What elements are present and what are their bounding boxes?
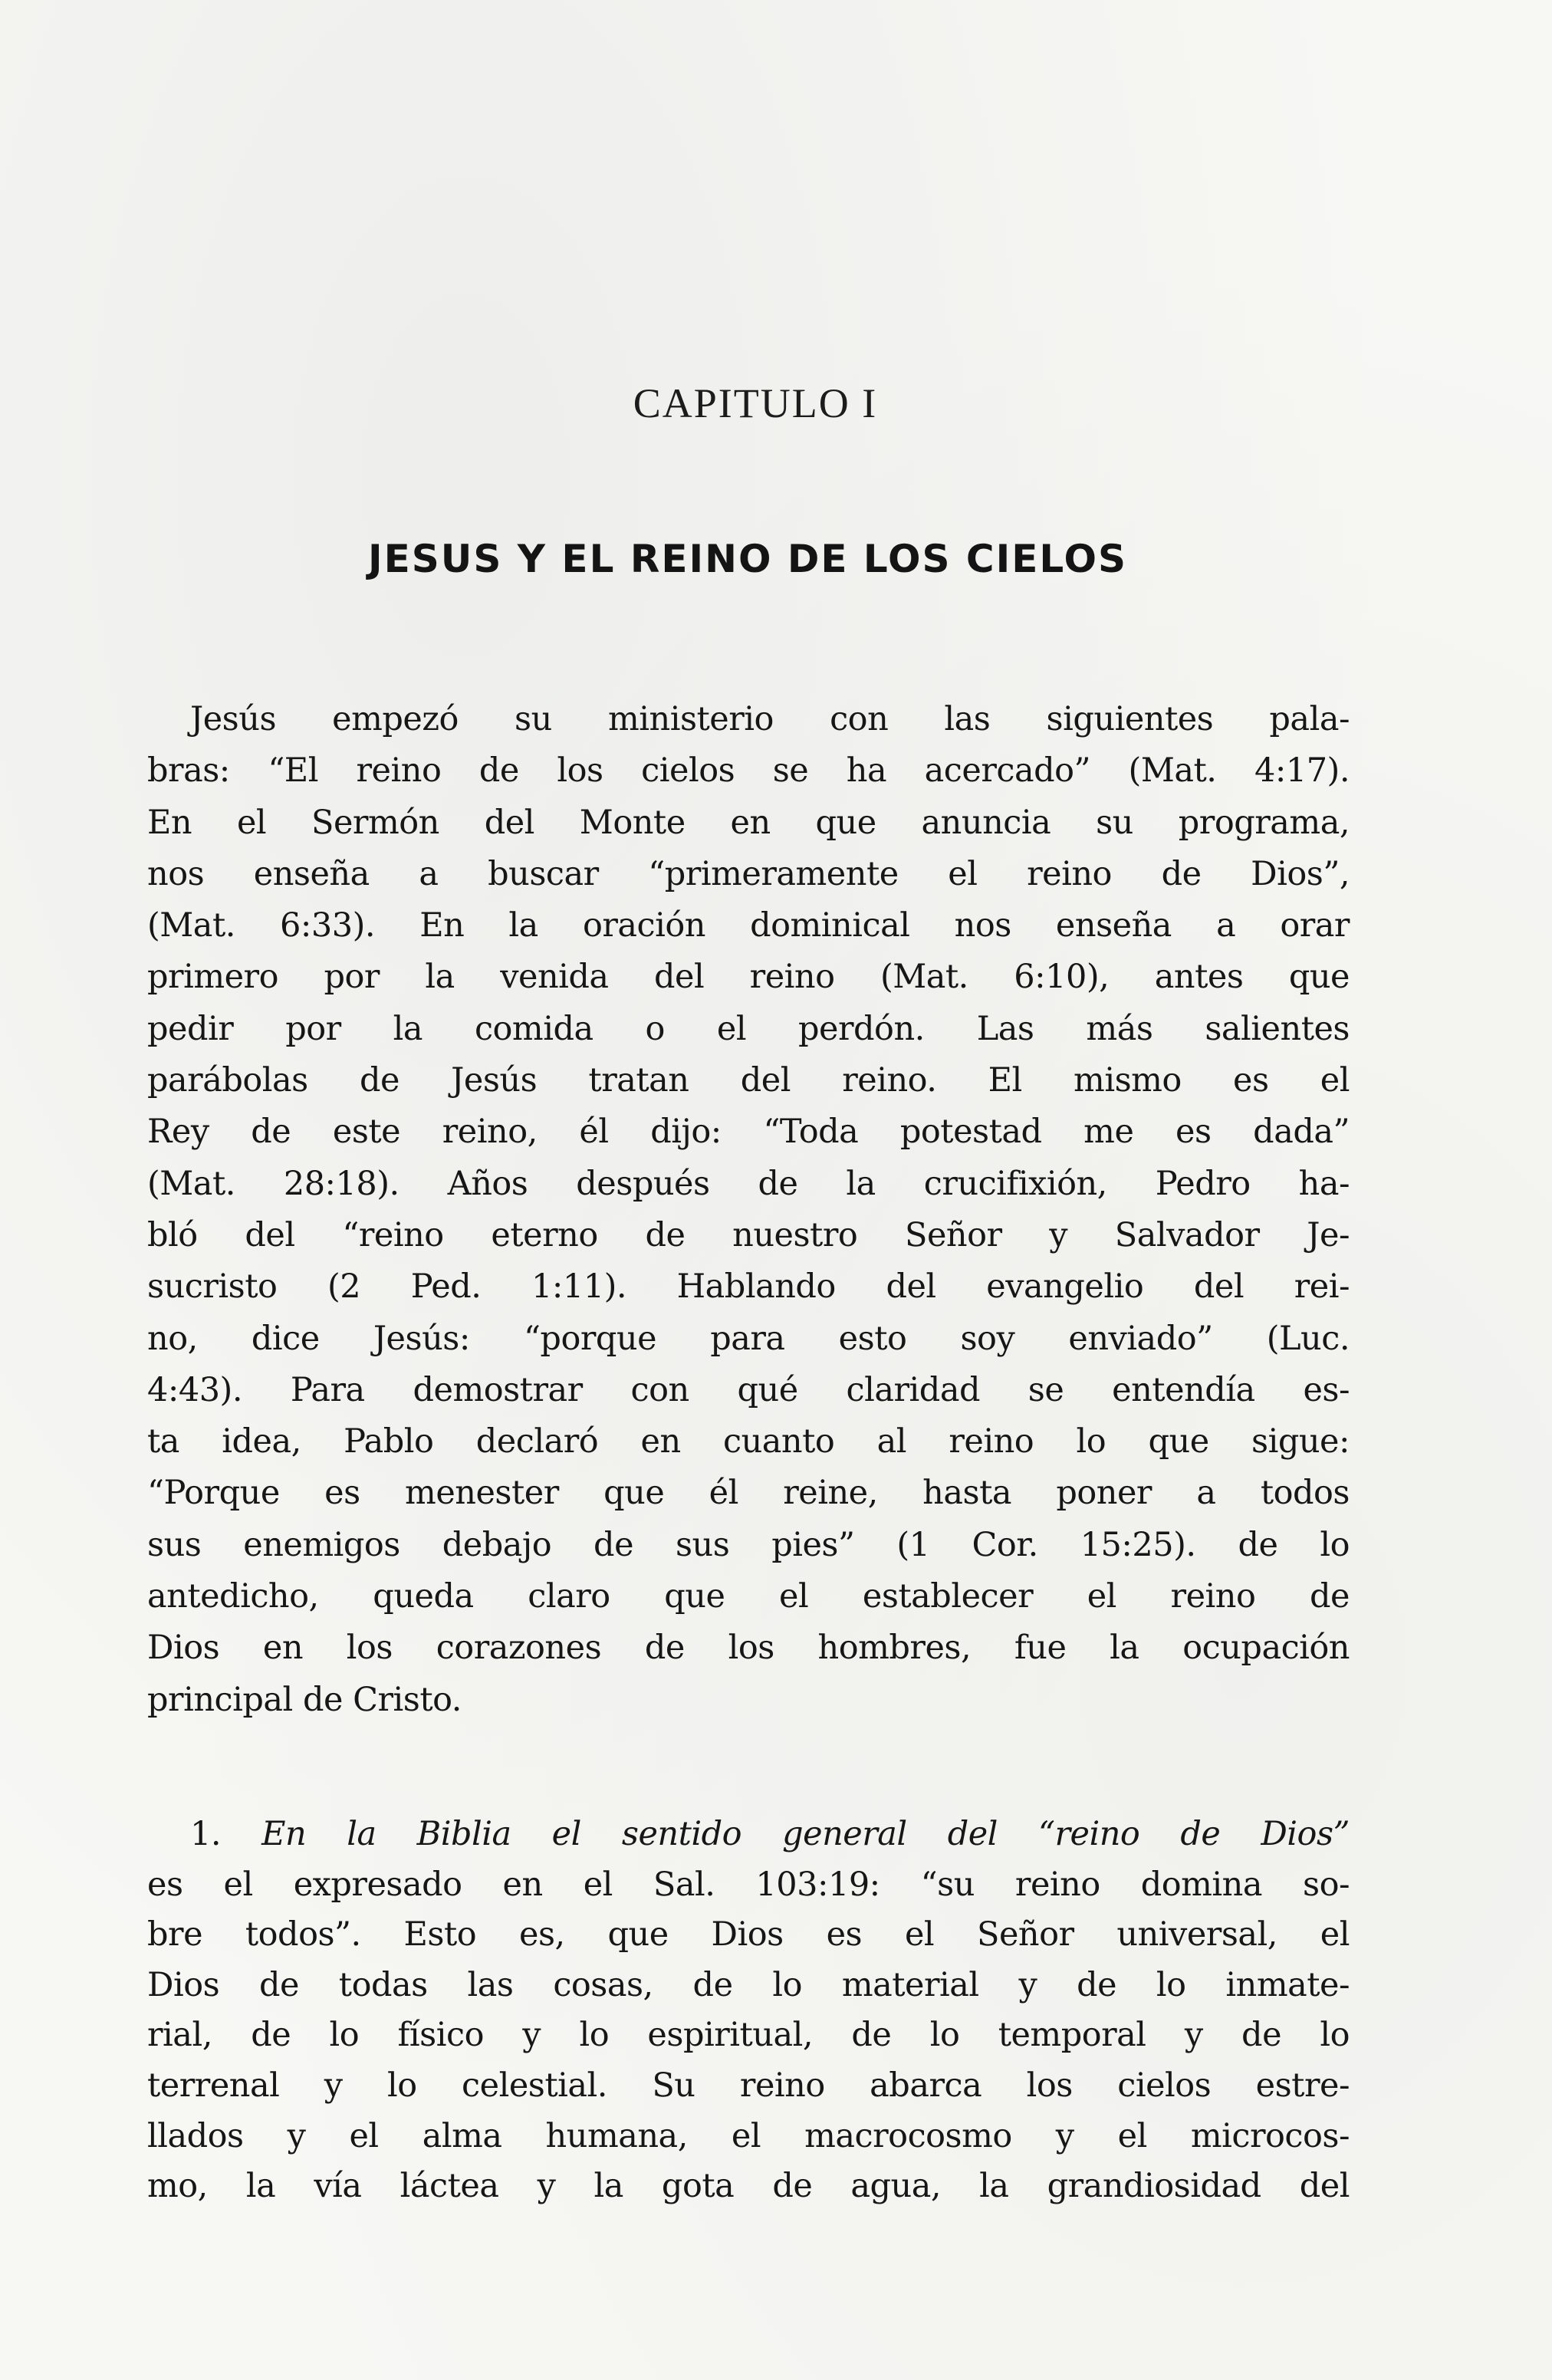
text-line: terrenal y lo celestial. Su reino abarca los cielos estre- — [147, 2066, 1350, 2105]
text-line: Jesús empezó su ministerio con las siguientes pala- — [190, 700, 1350, 738]
text-line: pedir por la comida o el perdón. Las más salientes — [147, 1009, 1350, 1048]
text-line: nos enseña a buscar “primeramente el reino de Dios”, — [147, 854, 1350, 893]
text-line: “Porque es menester que él reine, hasta poner a todos — [147, 1474, 1350, 1513]
text-line: rial, de lo físico y lo espiritual, de lo temporal y de lo — [147, 2016, 1350, 2055]
text-line: bras: “El reino de los cielos se ha acercado” (Mat. 4:17). — [147, 751, 1350, 791]
chapter-number: CAPITULO I — [633, 380, 878, 426]
paragraph-intro — [147, 694, 1350, 1726]
section-heading: En la Biblia el sentido general del “reino de Dios” — [261, 1815, 1350, 1853]
text-line: Dios en los corazones de los hombres, fue la ocupación — [147, 1629, 1350, 1668]
text-line: 4:43). Para demostrar con qué claridad se entendía es- — [147, 1370, 1350, 1409]
chapter-title: JESUS Y EL REINO DE LOS CIELOS — [368, 537, 1127, 581]
text-line: bló del “reino eterno de nuestro Señor y Salvador Je- — [147, 1215, 1350, 1254]
text-line: sus enemigos debajo de sus pies” (1 Cor. 15:25). de lo — [147, 1525, 1350, 1564]
section-heading-line — [147, 1810, 1350, 1860]
text-line: parábolas de Jesús tratan del reino. El mismo es el — [147, 1061, 1350, 1100]
text-line: ta idea, Pablo declaró en cuanto al reino lo que sigue: — [147, 1422, 1350, 1461]
section-number: 1. — [190, 1815, 262, 1853]
text-line: no, dice Jesús: “porque para esto soy enviado” (Luc. — [147, 1319, 1350, 1358]
text-line: primero por la venida del reino (Mat. 6:10), antes que — [147, 958, 1350, 997]
text-line: sucristo (2 Ped. 1:11). Hablando del evangelio del rei- — [147, 1267, 1350, 1307]
text-line: Rey de este reino, él dijo: “Toda potestad me es dada” — [147, 1113, 1350, 1152]
paragraph-section-1 — [147, 1810, 1350, 2212]
text-line: (Mat. 6:33). En la oración dominical nos enseña a orar — [147, 906, 1350, 945]
text-line: Dios de todas las cosas, de lo material y de lo inmate- — [147, 1965, 1350, 2004]
text-line: mo, la vía láctea y la gota de agua, la grandiosidad del — [147, 2167, 1350, 2206]
text-line: bre todos”. Esto es, que Dios es el Señor universal, el — [147, 1915, 1350, 1954]
text-line: principal de Cristo. — [147, 1680, 462, 1719]
text-line: llados y el alma humana, el macrocosmo y el microcos- — [147, 2116, 1350, 2155]
text-line: En el Sermón del Monte en que anuncia su programa, — [147, 803, 1350, 842]
text-line: (Mat. 28:18). Años después de la crucifixión, Pedro ha- — [147, 1164, 1350, 1203]
text-line: es el expresado en el Sal. 103:19: “su reino domina so- — [147, 1865, 1350, 1904]
text-line: antedicho, queda claro que el establecer el reino de — [147, 1577, 1350, 1616]
